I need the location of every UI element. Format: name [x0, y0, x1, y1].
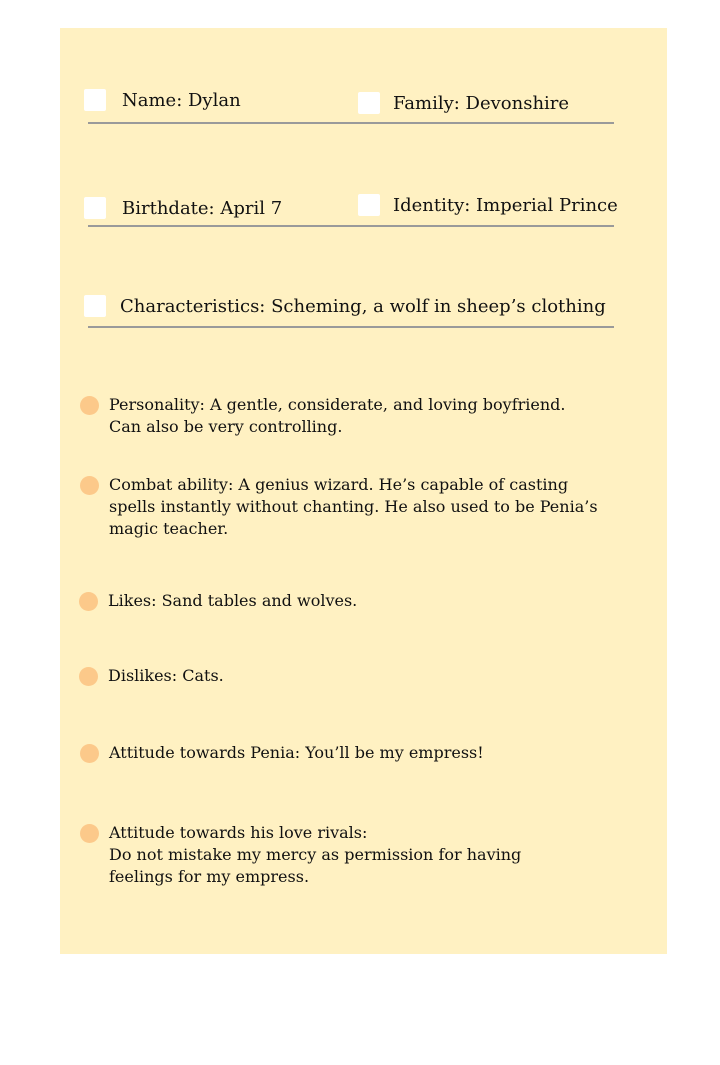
characteristics-label: Characteristics: Scheming, a wolf in sheep’s clothing — [120, 295, 606, 317]
list-item-line: Attitude towards Penia: You’ll be my empress! — [109, 743, 484, 762]
list-item-line: feelings for my empress. — [109, 867, 310, 886]
checkbox-icon[interactable] — [358, 92, 380, 114]
family-label: Family: Devonshire — [393, 92, 570, 114]
list-item-likes — [79, 592, 357, 612]
divider — [88, 122, 614, 124]
name-field — [84, 89, 241, 111]
checkbox-icon[interactable] — [84, 89, 106, 111]
checkbox-icon[interactable] — [84, 295, 106, 317]
list-item-line: spells instantly without chanting. He also used to be Penia’s — [109, 497, 598, 516]
birthdate-field — [84, 197, 282, 219]
divider — [88, 225, 614, 227]
identity-label: Identity: Imperial Prince — [393, 194, 618, 216]
bullet-dot-icon — [80, 824, 99, 843]
identity-field — [358, 194, 618, 216]
list-item-combat — [80, 476, 598, 540]
list-item-line: Do not mistake my mercy as permission for having — [109, 845, 522, 864]
bullet-dot-icon — [80, 744, 99, 763]
list-item-line: Personality: A gentle, considerate, and loving boyfriend. — [109, 395, 566, 414]
list-item-dislikes — [79, 667, 224, 687]
list-item-personality — [80, 396, 565, 438]
divider — [88, 326, 614, 328]
list-item-line: Combat ability: A genius wizard. He’s capable of casting — [109, 475, 569, 494]
list-item-attitude-penia — [80, 744, 484, 764]
name-label: Name: Dylan — [122, 89, 241, 111]
list-item-line: Dislikes: Cats. — [108, 666, 224, 685]
bullet-dot-icon — [79, 667, 98, 686]
bullet-dot-icon — [80, 476, 99, 495]
characteristics-field — [84, 295, 606, 317]
list-item-line: Attitude towards his love rivals: — [109, 823, 368, 842]
checkbox-icon[interactable] — [358, 194, 380, 216]
bullet-dot-icon — [79, 592, 98, 611]
list-item-line: Likes: Sand tables and wolves. — [108, 591, 358, 610]
birthdate-label: Birthdate: April 7 — [122, 197, 283, 219]
list-item-line: Can also be very controlling. — [109, 417, 343, 436]
list-item-attitude-rivals — [80, 824, 521, 888]
list-item-line: magic teacher. — [109, 519, 229, 538]
bullet-dot-icon — [80, 396, 99, 415]
family-field — [358, 92, 569, 114]
checkbox-icon[interactable] — [84, 197, 106, 219]
